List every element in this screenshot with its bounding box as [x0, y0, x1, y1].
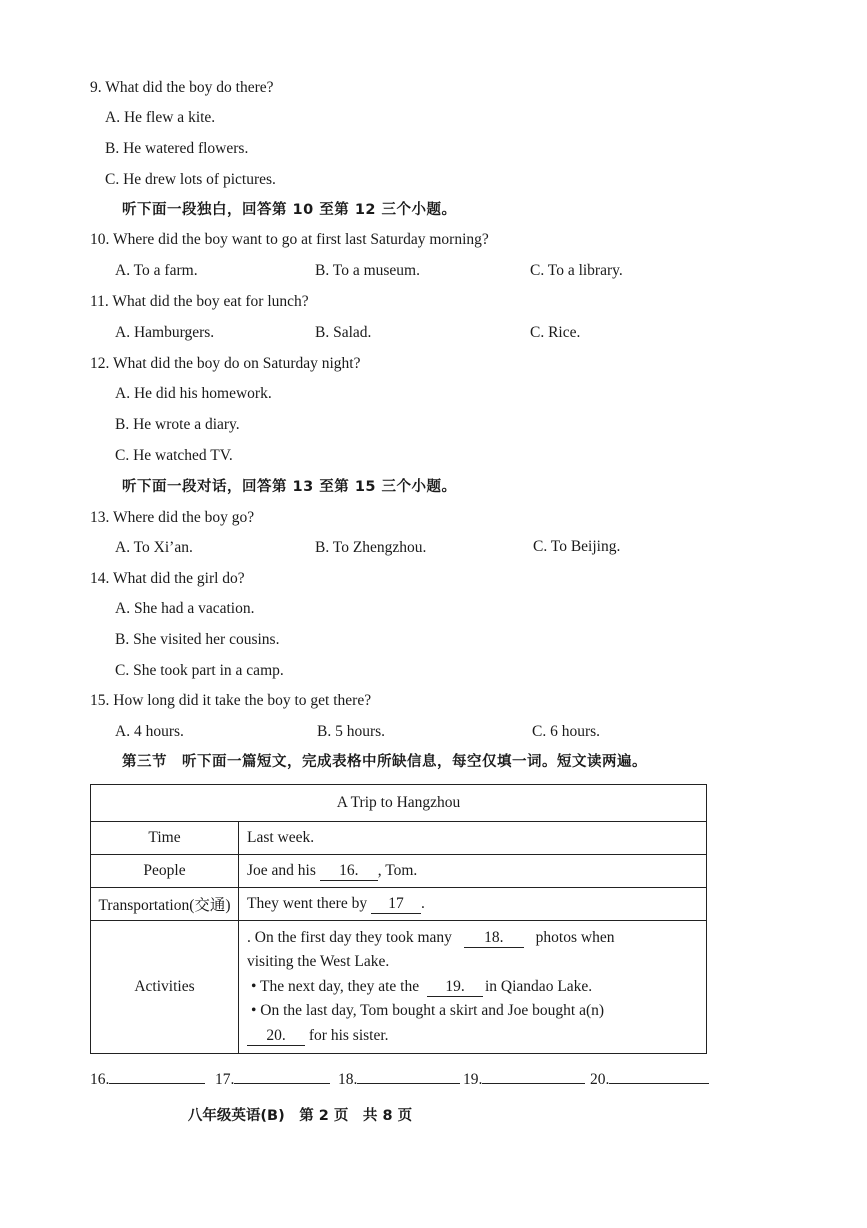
activity-1-text-before: . On the first day they took many	[247, 928, 452, 946]
blank-16[interactable]: 16.	[320, 862, 378, 881]
trip-table	[90, 784, 707, 1054]
answer-20[interactable]	[590, 1066, 709, 1089]
question-14-option-a[interactable]: A. She had a vacation.	[115, 600, 255, 617]
question-10-stem: 10. Where did the boy want to go at first last Saturday morning?	[90, 231, 489, 248]
question-9-option-a[interactable]: A. He flew a kite.	[105, 109, 216, 126]
question-15-stem: 15. How long did it take the boy to get there?	[90, 692, 372, 709]
question-12-stem: 12. What did the boy do on Saturday night?	[90, 355, 361, 372]
answer-19-label: 19.	[463, 1071, 483, 1088]
activity-2-text-after: in Qiandao Lake.	[485, 977, 593, 995]
question-13-option-b[interactable]: B. To Zhengzhou.	[315, 539, 427, 556]
answer-17[interactable]	[215, 1066, 330, 1089]
answer-16[interactable]	[90, 1066, 205, 1089]
answer-18[interactable]	[338, 1066, 460, 1089]
people-label: People	[91, 855, 239, 888]
question-13-option-a[interactable]: A. To Xi’an.	[115, 539, 193, 556]
people-text-after: , Tom.	[377, 861, 418, 879]
instruction-section-3: 第三节 听下面一篇短文，完成表格中所缺信息，每空仅填一词。短文读两遍。	[122, 754, 647, 770]
question-9-option-b[interactable]: B. He watered flowers.	[105, 140, 249, 157]
question-10-option-a[interactable]: A. To a farm.	[115, 262, 198, 279]
question-11-option-b[interactable]: B. Salad.	[315, 324, 372, 341]
question-14-option-b[interactable]: B. She visited her cousins.	[115, 631, 280, 648]
question-9-stem: 9. What did the boy do there?	[90, 79, 274, 96]
question-9-option-c[interactable]: C. He drew lots of pictures.	[105, 171, 276, 188]
blank-20[interactable]: 20.	[247, 1027, 305, 1046]
instruction-monologue: 听下面一段独白，回答第 10 至第 12 三个小题。	[122, 202, 457, 218]
question-11-stem: 11. What did the boy eat for lunch?	[90, 293, 309, 310]
time-label: Time	[91, 822, 239, 855]
people-text-before: Joe and his	[247, 861, 316, 879]
activity-4-text-after: for his sister.	[308, 1026, 389, 1044]
transport-text-before: They went there by	[247, 894, 368, 912]
time-value: Last week.	[239, 822, 707, 855]
blank-19[interactable]: 19.	[427, 978, 483, 997]
activity-1-continued: visiting the West Lake.	[247, 953, 390, 971]
blank-18[interactable]: 18.	[464, 929, 524, 948]
question-11-option-a[interactable]: A. Hamburgers.	[115, 324, 215, 341]
question-12-option-c[interactable]: C. He watched TV.	[115, 447, 233, 464]
activity-2-text-before: • The next day, they ate the	[251, 977, 420, 995]
activities-cell	[239, 921, 707, 1054]
question-12-option-b[interactable]: B. He wrote a diary.	[115, 416, 240, 433]
question-15-option-c[interactable]: C. 6 hours.	[532, 723, 601, 740]
question-14-option-c[interactable]: C. She took part in a camp.	[115, 662, 284, 679]
question-15-option-b[interactable]: B. 5 hours.	[317, 723, 386, 740]
answer-18-label: 18.	[338, 1071, 358, 1088]
answer-16-label: 16.	[90, 1071, 110, 1088]
transportation-cell	[239, 888, 707, 921]
answer-19[interactable]	[463, 1066, 585, 1089]
activity-3-text: • On the last day, Tom bought a skirt and Joe bought a(n)	[251, 1002, 605, 1020]
question-14-stem: 14. What did the girl do?	[90, 570, 245, 587]
answer-20-label: 20.	[590, 1071, 610, 1088]
question-15-option-a[interactable]: A. 4 hours.	[115, 723, 184, 740]
question-10-option-c[interactable]: C. To a library.	[530, 262, 623, 279]
question-13-option-c[interactable]: C. To Beijing.	[533, 538, 621, 555]
answer-17-label: 17.	[215, 1071, 235, 1088]
question-11-option-c[interactable]: C. Rice.	[530, 324, 581, 341]
instruction-dialogue: 听下面一段对话，回答第 13 至第 15 三个小题。	[122, 479, 457, 495]
activity-1-text-after: photos when	[535, 928, 615, 946]
answer-20-line[interactable]	[609, 1066, 709, 1084]
question-12-option-a[interactable]: A. He did his homework.	[115, 385, 272, 402]
table-title: A Trip to Hangzhou	[91, 785, 707, 822]
answer-17-line[interactable]	[234, 1066, 330, 1084]
question-10-option-b[interactable]: B. To a museum.	[315, 262, 420, 279]
question-13-stem: 13. Where did the boy go?	[90, 509, 255, 526]
answer-18-line[interactable]	[357, 1066, 460, 1084]
blank-17[interactable]: 17	[371, 895, 421, 914]
answer-19-line[interactable]	[482, 1066, 585, 1084]
transport-text-after: .	[420, 894, 425, 912]
activities-label: Activities	[91, 921, 239, 1054]
page-footer: 八年级英语(B) 第 2 页 共 8 页	[187, 1108, 413, 1124]
answer-16-line[interactable]	[109, 1066, 205, 1084]
people-cell	[239, 855, 707, 888]
transportation-label: Transportation(交通)	[91, 888, 239, 921]
